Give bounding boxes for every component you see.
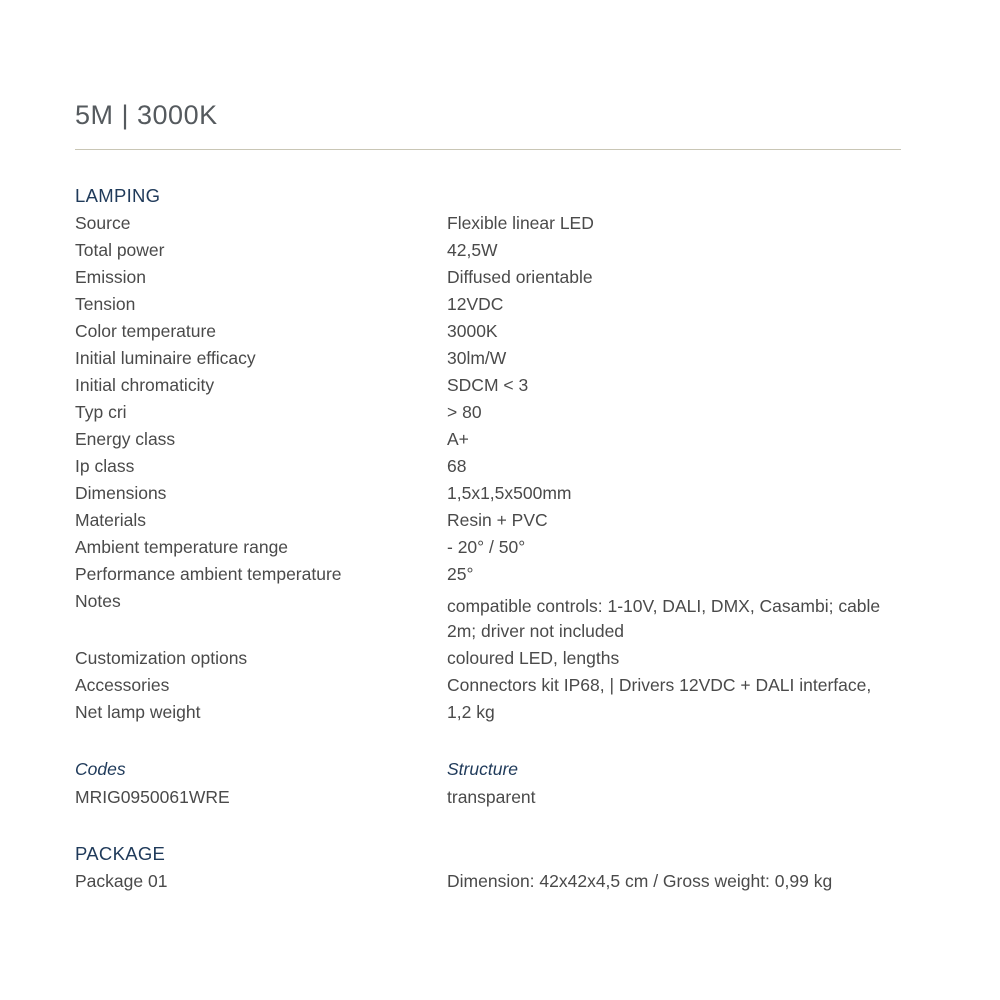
spec-value: 42,5W (447, 240, 498, 260)
spec-label: Customization options (75, 648, 248, 668)
spec-label: Ambient temperature range (75, 537, 289, 557)
spec-value: SDCM < 3 (447, 375, 529, 395)
package-label: Package 01 (75, 871, 168, 891)
spec-value: 25° (447, 564, 474, 584)
spec-value: A+ (447, 429, 469, 449)
codes-heading: Codes (75, 759, 126, 779)
spec-value: coloured LED, lengths (447, 648, 620, 668)
spec-label: Typ cri (75, 402, 127, 422)
spec-value: 68 (447, 456, 467, 476)
spec-label: Tension (75, 294, 136, 314)
spec-value: 1,5x1,5x500mm (447, 483, 572, 503)
spec-value: Connectors kit IP68, | Drivers 12VDC + DALI interface, (447, 675, 872, 695)
spec-value: > 80 (447, 402, 482, 422)
package-heading: PACKAGE (75, 843, 166, 864)
spec-value: Flexible linear LED (447, 213, 594, 233)
spec-label: Total power (75, 240, 165, 260)
spec-value: 30lm/W (447, 348, 507, 368)
spec-value: Resin + PVC (447, 510, 548, 530)
structure-heading: Structure (447, 759, 518, 779)
spec-value: 12VDC (447, 294, 504, 314)
spec-label: Notes (75, 591, 121, 611)
spec-label: Energy class (75, 429, 176, 449)
spec-label: Performance ambient temperature (75, 564, 342, 584)
title-divider (75, 149, 901, 150)
spec-label: Color temperature (75, 321, 217, 341)
spec-label: Net lamp weight (75, 702, 201, 722)
spec-label: Dimensions (75, 483, 167, 503)
package-value: Dimension: 42x42x4,5 cm / Gross weight: 0,99 kg (447, 871, 833, 891)
page-title: 5M | 3000K (75, 100, 218, 130)
spec-value: 3000K (447, 321, 498, 341)
spec-label: Initial luminaire efficacy (75, 348, 256, 368)
spec-value: - 20° / 50° (447, 537, 526, 557)
spec-label: Materials (75, 510, 146, 530)
code-value: MRIG0950061WRE (75, 787, 230, 807)
spec-label: Accessories (75, 675, 170, 695)
spec-label: Source (75, 213, 131, 233)
spec-label: Ip class (75, 456, 135, 476)
structure-value: transparent (447, 787, 536, 807)
spec-label: Initial chromaticity (75, 375, 215, 395)
spec-value: 1,2 kg (447, 702, 495, 722)
spec-value: Diffused orientable (447, 267, 593, 287)
spec-value: compatible controls: 1-10V, DALI, DMX, Casambi; cable 2m; driver not included (447, 596, 881, 641)
lamping-heading: LAMPING (75, 185, 161, 206)
spec-label: Emission (75, 267, 146, 287)
